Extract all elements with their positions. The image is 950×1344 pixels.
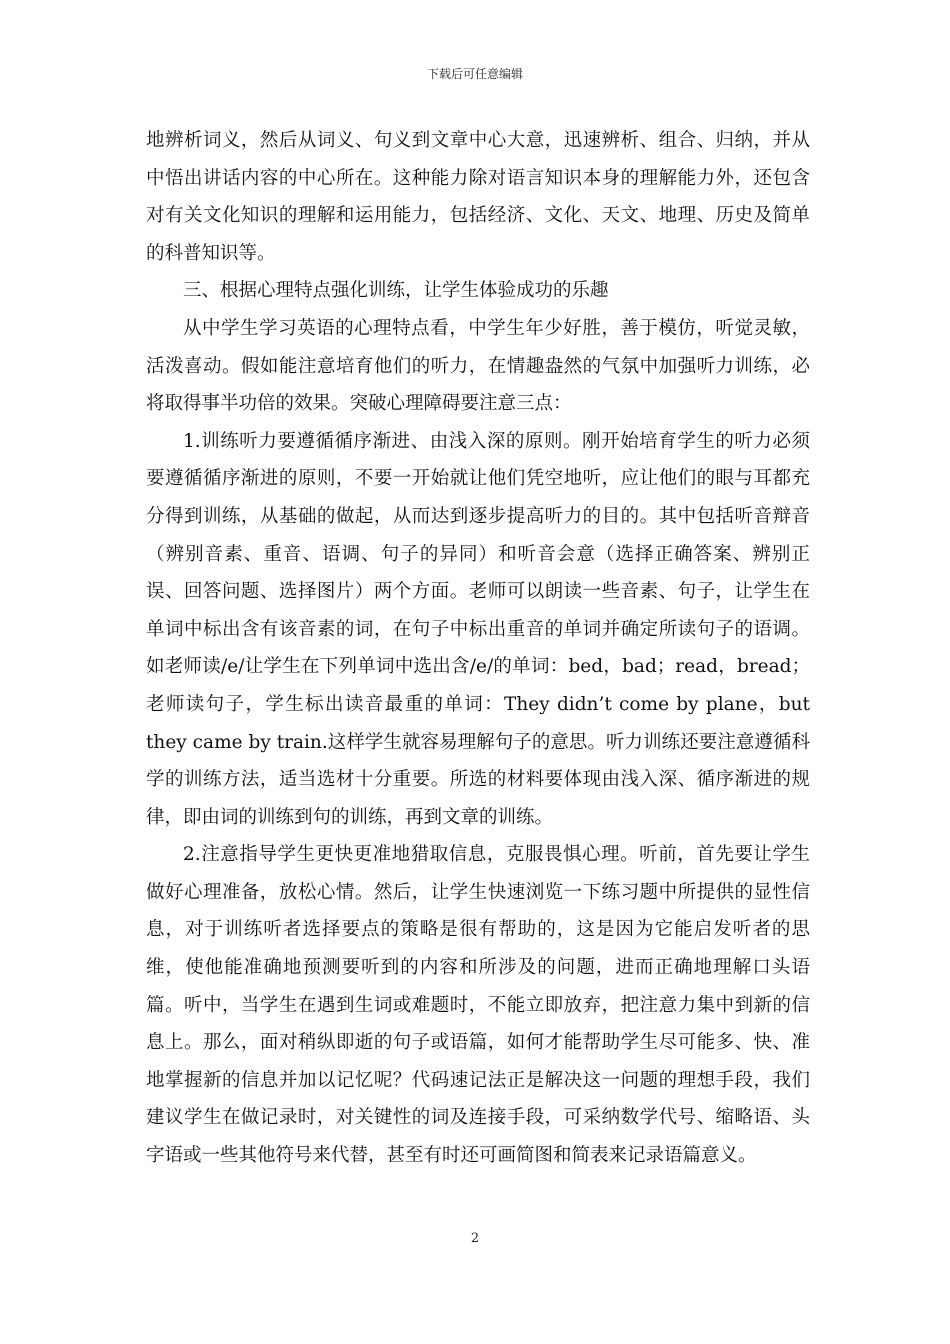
paragraph-point-2: 2.注意指导学生更快更准地猎取信息，克服畏惧心理。听前，首先要让学生做好心理准备，放松心情。然后，让学生快速浏览一下练习题中所提供的显性信息，对于训练听者选择要点的策略是很有帮助的，这是因为它能启发听者的思维，使他能准确地预测要听到的内容和所涉及的问题，进而正确地理解口头语篇。听中，当学生在遇到生词或难题时，不能立即放弃，把注意力集中到新的信息上。那么，面对稍纵即逝的句子或语篇，如何才能帮助学生尽可能多、快、准地掌握新的信息并加以记忆呢？代码速记法正是解决这一问题的理想手段，我们建议学生在做记录时，对关键性的词及连接手段，可采纳数学代号、缩略语、头字语或一些其他符号来代替，甚至有时还可画简图和简表来记录语篇意义。 (146, 844, 810, 1167)
paragraph-point-1: 1.训练听力要遵循循序渐进、由浅入深的原则。刚开始培育学生的听力必须要遵循循序渐进的原则，不要一开始就让他们凭空地听，应让他们的眼与耳都充分得到训练，从基础的做起，从而达到逐步提高听力的目的。其中包括听音辩音（辨别音素、重音、语调、句子的异同）和听音会意（选择正确答案、辨别正误、回答问题、选择图片）两个方面。老师可以朗读一些音素、句子，让学生在单词中标出含有该音素的词，在句子中标出重音的单词并确定所读句子的语调。如老师读/e/让学生在下列单词中选出含/e/的单词：bed，bad；read，bread；老师读句子，学生标出读音最重的单词：They didn’t come by plane，but they came by train.这样学生就容易理解句子的意思。听力训练还要注意遵循科学的训练方法，适当选材十分重要。所选的材料要体现由浅入深、循序渐进的规律，即由词的训练到句的训练，再到文章的训练。 (146, 430, 810, 828)
paragraph-intro: 从中学生学习英语的心理特点看，中学生年少好胜，善于模仿，听觉灵敏，活泼喜动。假如能注意培育他们的听力，在情趣盎然的气氛中加强听力训练，必将取得事半功倍的效果。突破心理障碍要注意三点： (146, 317, 810, 415)
document-body (146, 122, 810, 1175)
paragraph-continued: 地辨析词义，然后从词义、句义到文章中心大意，迅速辨析、组合、归纳，并从中悟出讲话内容的中心所在。这种能力除对语言知识本身的理解能力外，还包含对有关文化知识的理解和运用能力，包括经济、文化、天文、地理、历史及简单的科普知识等。 (146, 130, 810, 264)
page-header: 下载后可任意编辑 (426, 67, 523, 81)
page-number: 2 (470, 1231, 480, 1246)
section-heading: 三、根据心理特点强化训练，让学生体验成功的乐趣 (183, 280, 609, 302)
